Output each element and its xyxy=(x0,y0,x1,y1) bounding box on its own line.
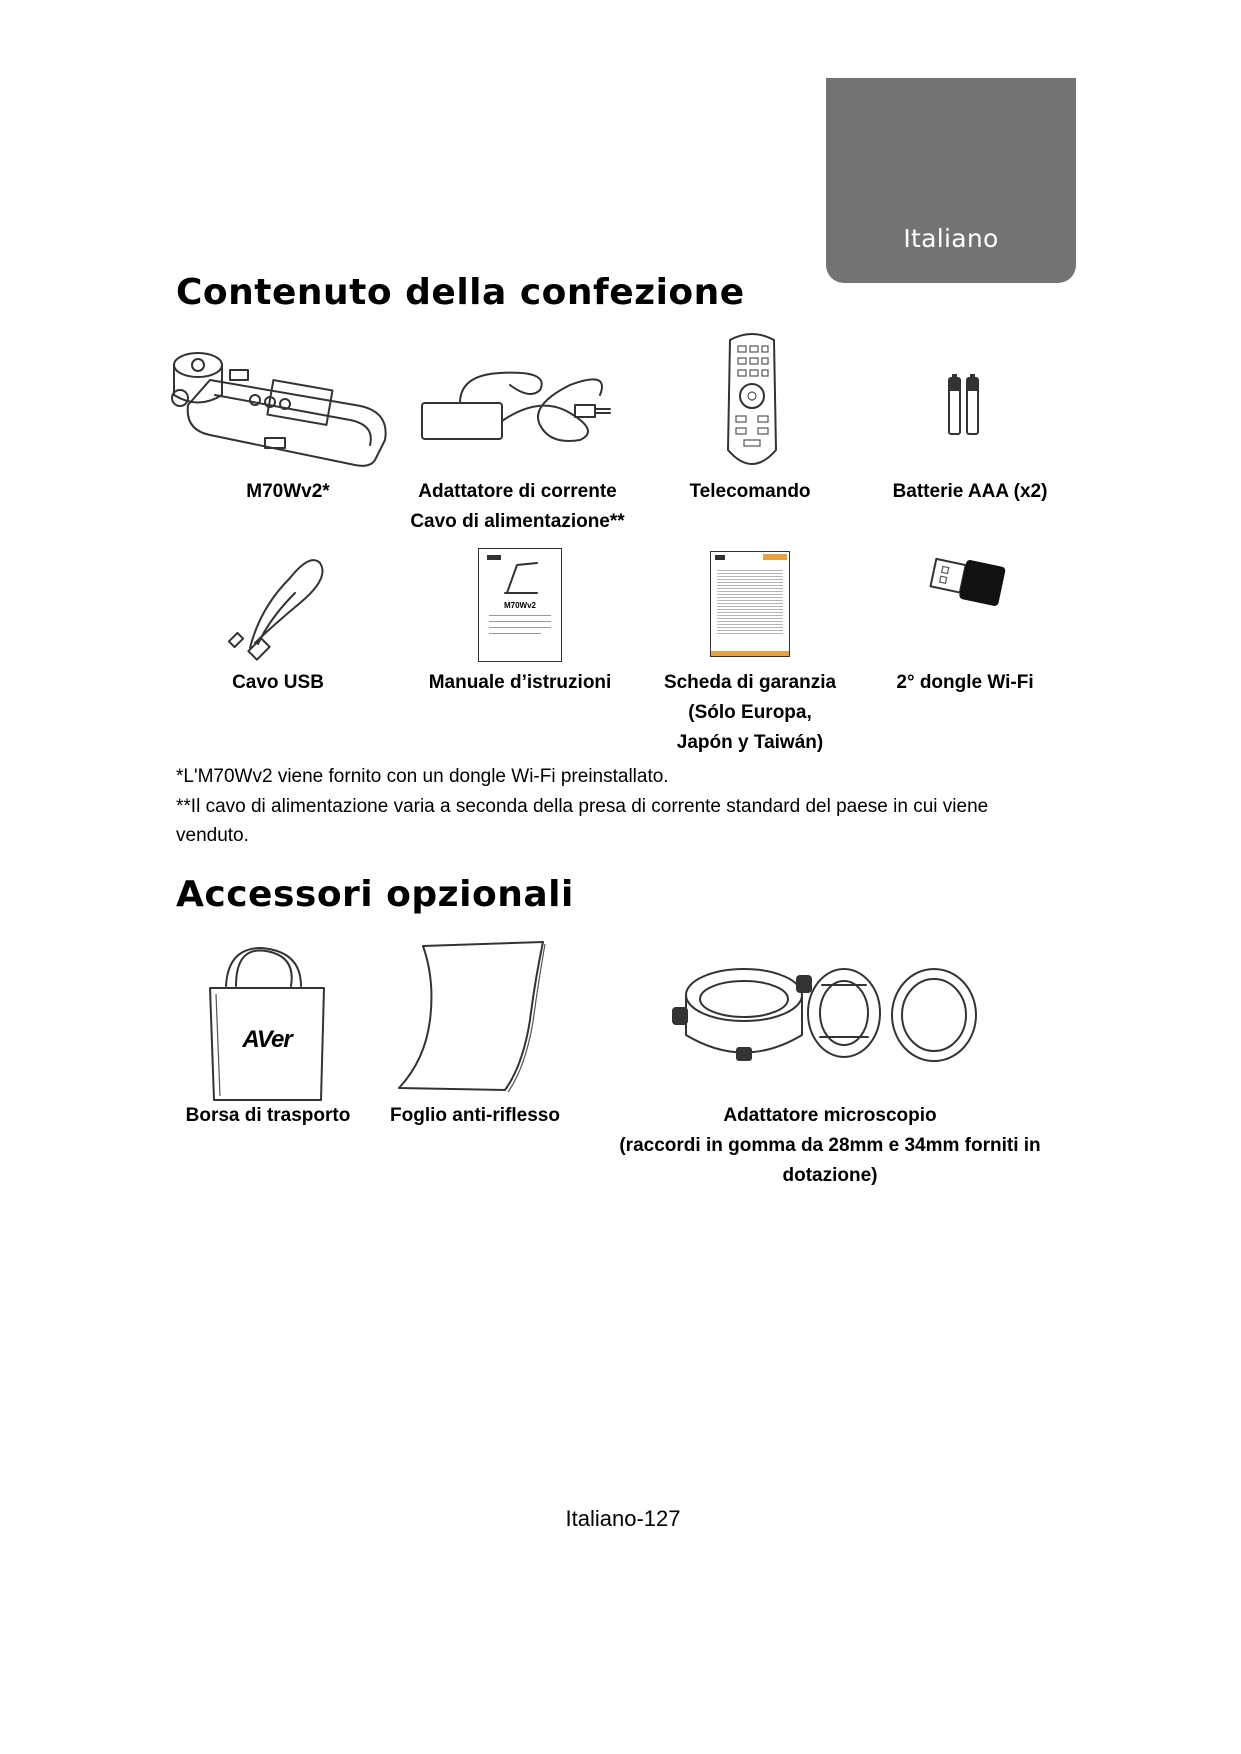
footnotes xyxy=(176,762,1096,851)
footnote-3: venduto. xyxy=(176,825,249,846)
language-tab xyxy=(826,78,1076,283)
footnote-1: *L'M70Wv2 viene fornito con un dongle Wi-Fi preinstallato. xyxy=(176,766,669,787)
item-caption-warranty: Scheda di garanzia (Sólo Europa, Japón y Taiwán) xyxy=(663,672,837,753)
carrying-bag-icon xyxy=(206,946,328,1102)
package-contents-title: Contenuto della confezione xyxy=(176,272,745,313)
item-caption-wifi-dongle: 2° dongle Wi-Fi xyxy=(896,672,1034,693)
usb-cable-icon xyxy=(220,548,340,668)
item-caption-carrying-bag: Borsa di trasporto xyxy=(185,1105,351,1126)
footnote-2: **Il cavo di alimentazione varia a seconda della presa di corrente standard del paese in cui viene xyxy=(176,795,989,817)
item-caption-manual: Manuale d’istruzioni xyxy=(428,672,612,693)
remote-control-icon xyxy=(722,330,782,480)
item-caption-camera: M70Wv2* xyxy=(246,481,330,502)
item-caption-anti-glare-sheet: Foglio anti-riflesso xyxy=(390,1105,560,1126)
manual-icon xyxy=(478,548,562,662)
warranty-card-icon xyxy=(710,551,790,657)
wifi-dongle-icon xyxy=(928,548,1008,618)
microscope-adapter-icon xyxy=(672,955,982,1070)
manual-model: M70Wv2 xyxy=(503,601,536,610)
item-caption-adapter: Adattatore di corrente Cavo di alimentazione** xyxy=(410,481,625,532)
item-caption-remote: Telecomando xyxy=(689,481,811,502)
item-caption-microscope-adapter: Adattatore microscopio (raccordi in gomma da 28mm e 34mm forniti in dotazione) xyxy=(619,1105,1041,1186)
item-caption-usb-cable: Cavo USB xyxy=(232,672,324,693)
anti-glare-sheet-icon xyxy=(395,940,555,1095)
language-tab-label: Italiano xyxy=(903,224,999,253)
optional-accessories-title: Accessori opzionali xyxy=(176,874,574,915)
item-caption-batteries: Batterie AAA (x2) xyxy=(892,481,1048,502)
batteries-icon xyxy=(945,372,985,437)
page-number: Italiano-127 xyxy=(565,1506,681,1531)
brand-logo: AVer xyxy=(242,1026,292,1053)
power-adapter-icon xyxy=(420,365,620,445)
document-camera-icon xyxy=(170,340,400,470)
